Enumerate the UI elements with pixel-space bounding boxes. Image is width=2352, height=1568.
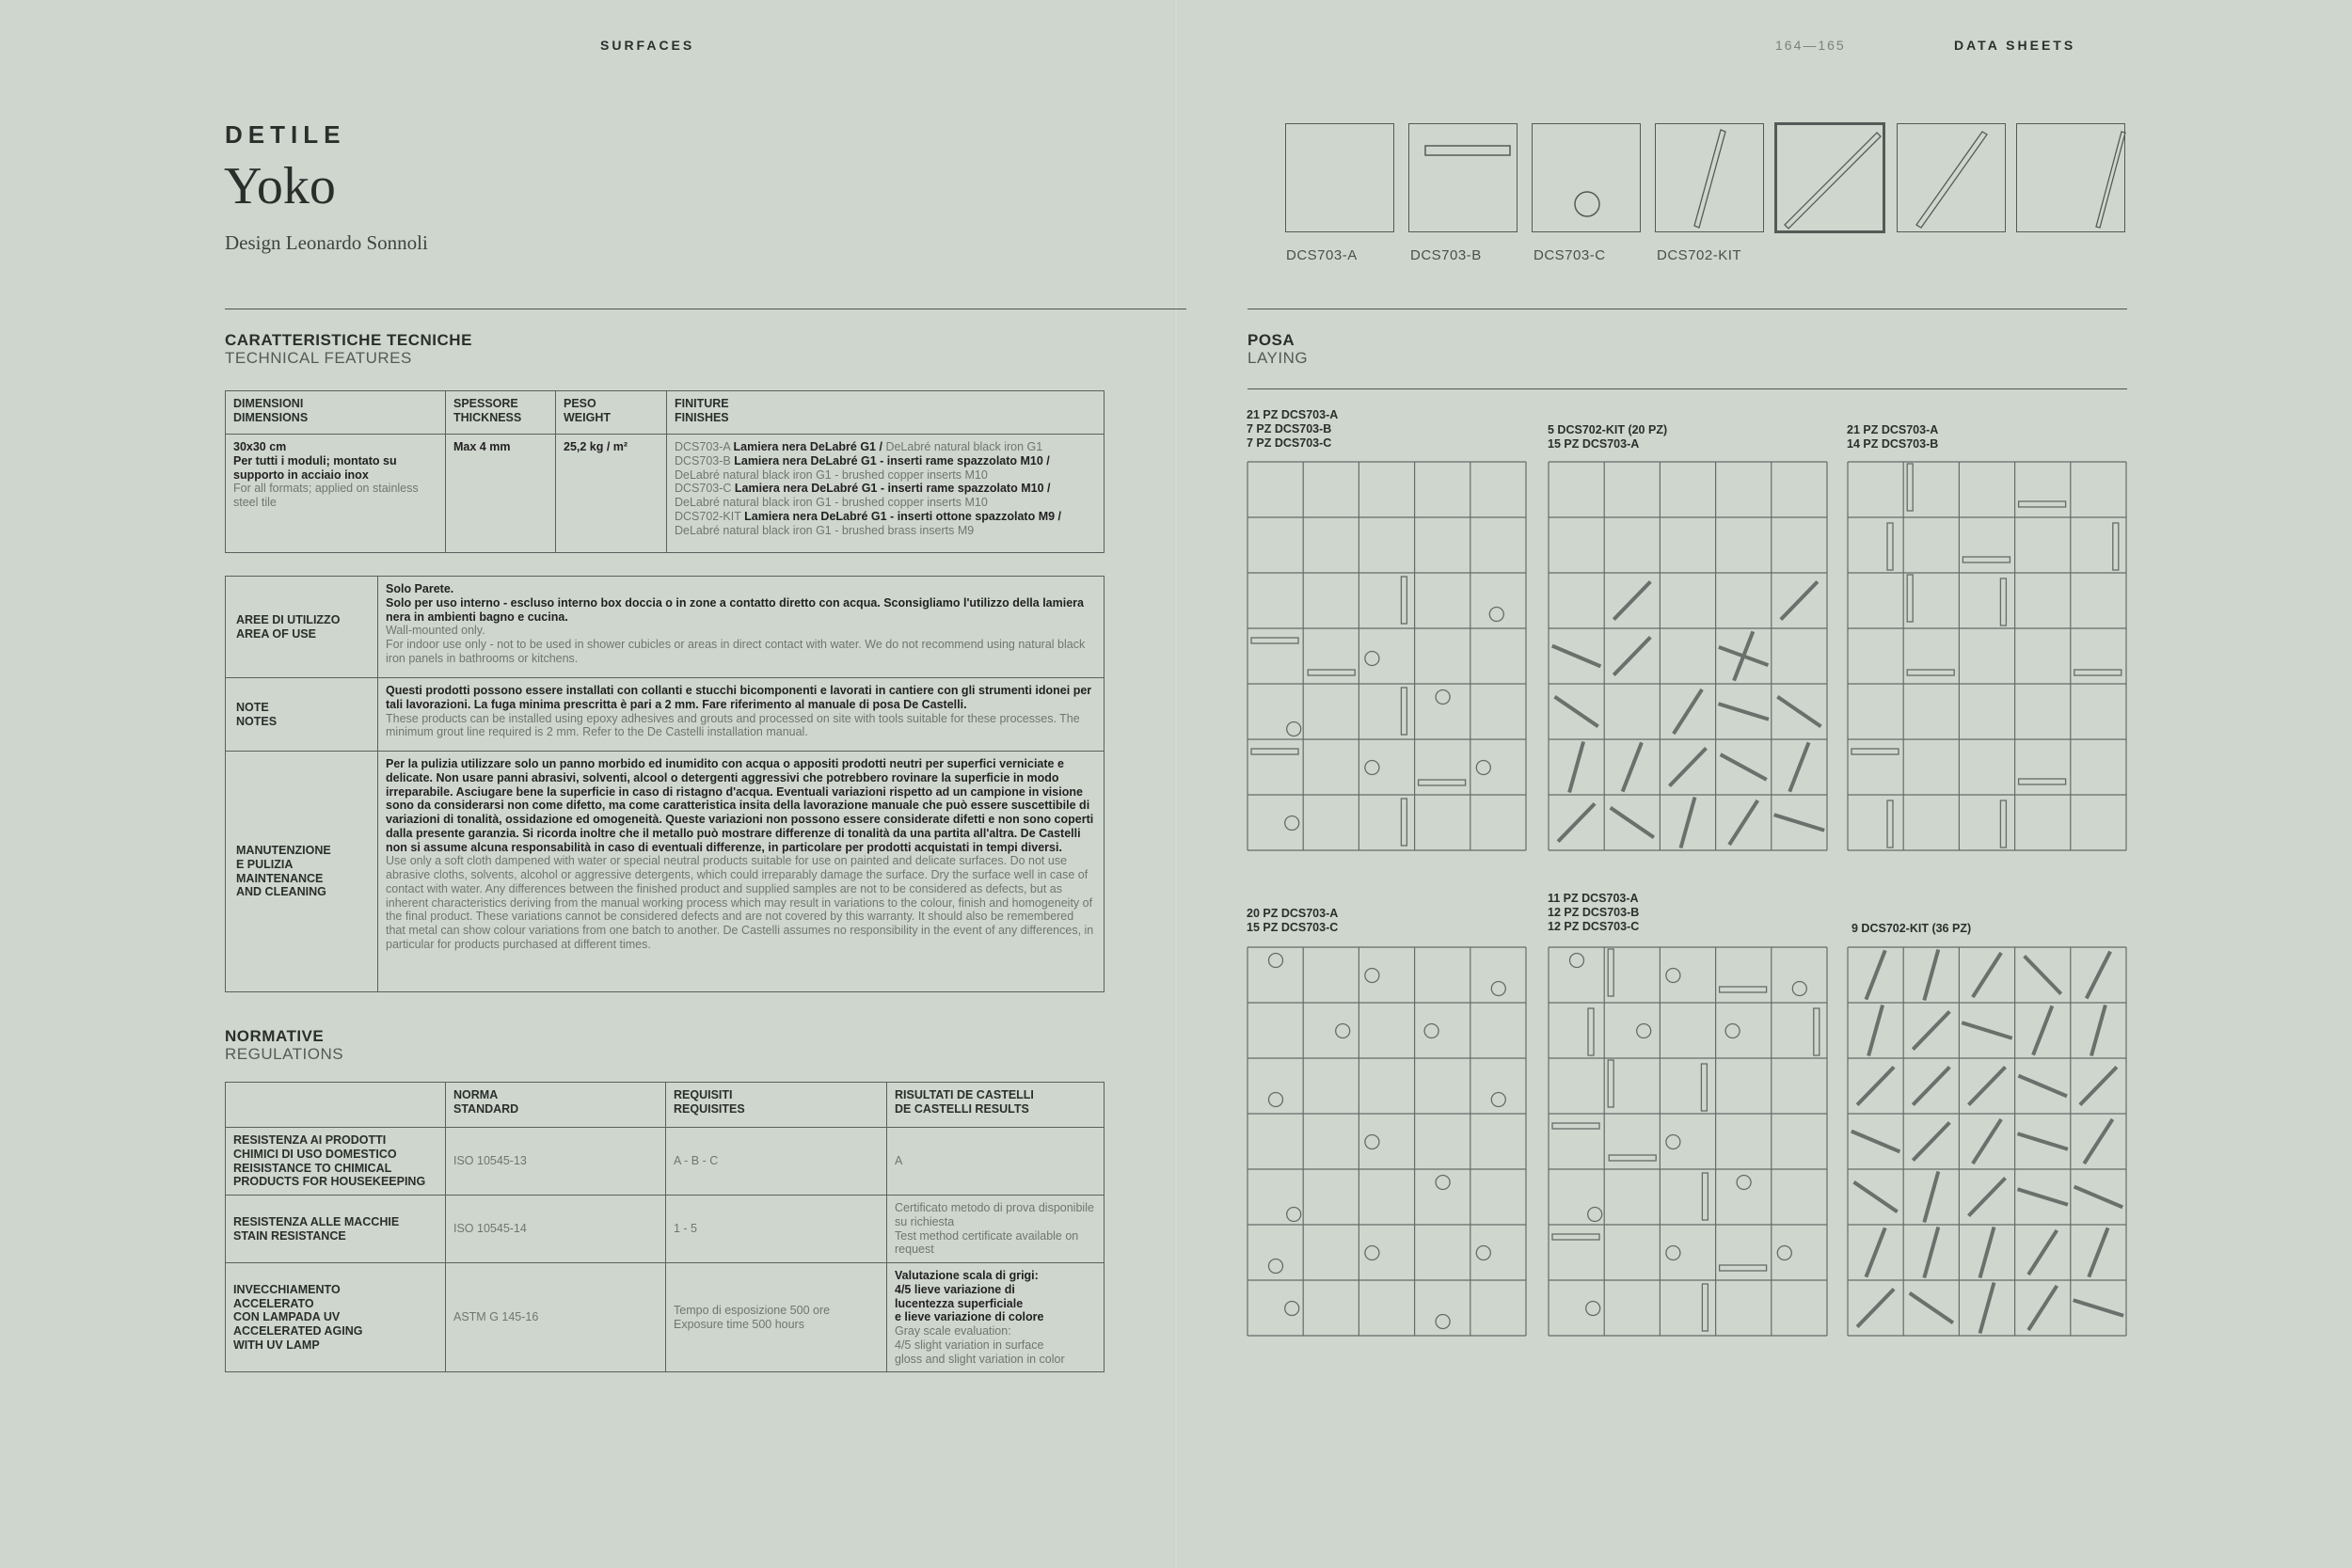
circle-insert	[1588, 1208, 1602, 1222]
bar-insert	[2000, 578, 2006, 626]
circle-insert	[1287, 1208, 1301, 1222]
bar-insert	[1608, 949, 1613, 996]
label-maintenance: MANUTENZIONE E PULIZIA MAINTENANCE AND CLEANING	[226, 752, 378, 992]
bar-insert	[1251, 749, 1298, 754]
circle-insert	[1491, 1093, 1505, 1107]
plan-4-title: 20 PZ DCS703-A 15 PZ DCS703-C	[1247, 907, 1339, 934]
bar-insert	[2019, 501, 2066, 507]
section-header-surfaces: SURFACES	[600, 38, 695, 53]
bar-insert	[1887, 523, 1893, 570]
circle-insert	[1737, 1176, 1751, 1190]
designer-credit: Design Leonardo Sonnoli	[225, 231, 428, 254]
norms-subtitle: REGULATIONS	[225, 1045, 344, 1063]
kit-insert	[1853, 1132, 1899, 1150]
kit-insert	[1675, 691, 1701, 733]
kit-insert	[1735, 633, 1753, 678]
cell-thickness: Max 4 mm	[446, 435, 556, 553]
thumb-label-a: DCS703-A	[1286, 247, 1358, 263]
laying-title: POSA	[1248, 331, 1295, 349]
th-finishes: FINITURE FINISHES	[667, 391, 1104, 435]
kit-insert	[1681, 799, 1694, 846]
bar-insert	[1907, 670, 1954, 675]
circle-insert	[1365, 1135, 1379, 1149]
cell-notes: Questi prodotti possono essere installati con collanti e stucchi bicomponenti e lavorati in cantiere con gli strumenti idonei per tali lavorazioni. La fuga minima prescritta è pari a 2 mm. Fare riferimento al manuale di posa De Castelli. These products can be installed using epoxy adhesives and grouts and processed on site with tools suitable for these processes. The minimum grout line required is 2 mm. Refer to the De Castelli installation manual.	[378, 678, 1104, 752]
norm-row-aging-req: Tempo di esposizione 500 ore Exposure time 500 hours	[666, 1263, 887, 1372]
th-requisites: REQUISITI REQUISITES	[666, 1083, 887, 1128]
kit-insert	[1867, 952, 1884, 997]
label-area-of-use: AREE DI UTILIZZO AREA OF USE	[226, 577, 378, 678]
th-empty	[226, 1083, 446, 1128]
norm-row-chemical-standard: ISO 10545-13	[446, 1128, 666, 1196]
circle-insert	[1476, 761, 1490, 775]
kit-insert	[1915, 1069, 1948, 1103]
plan-3-title: 21 PZ DCS703-A 14 PZ DCS703-B	[1847, 423, 1939, 451]
brand-name: DETILE	[225, 120, 346, 149]
kit-insert	[2075, 1301, 2122, 1315]
norm-row-chemical-label: RESISTENZA AI PRODOTTI CHIMICI DI USO DOMESTICO REISISTANCE TO CHIMICAL PRODUCTS FOR HOUSEKEEPING	[226, 1128, 446, 1196]
page-gutter	[1174, 0, 1178, 1568]
cell-dimensions: 30x30 cm Per tutti i moduli; montato su supporto in acciaio inox For all formats; applied on stainless steel tile	[226, 435, 446, 553]
bar-insert	[1401, 577, 1406, 624]
cell-maintenance: Per la pulizia utilizzare solo un panno morbido ed inumidito con acqua o appositi prodotti neutri per superfici verniciate e delicate. Non usare panni abrasivi, solventi, alcool o detergenti aggressivi che potrebbero rovinare la superficie in modo irreparabile. Asciugare bene la superficie in caso di ristagno d'acqua. Eventuali variazioni rispetto ad un campione in visione sono da considerarsi non come difetto, ma come caratteristica insita della lavorazione manuale che può essere suscettibile di variazioni di tonalità, ossidazione ed omogeneità. Queste variazioni non possono essere considerate difetti e non sono coperti dalla presente garanzia. Si ricorda inoltre che il metallo può mostrare differenze di tonalità da una partita all'altra. De Castelli non si assume alcuna responsabilità in caso di eventuali differenze, in particolare per prodotti acquistati in tempi diversi. Use only a soft cloth dampened with water or special neutral products suitable for use on painted and delicate surfaces. Do not use abrasive cloths, solvents, alcohol or aggressive detergents, which could irreparably damage the surface. Dry the surface well in case of contact with water. Any differences between the finished product and supplied samples are not to be considered as defects, but as inherent characteristics deriving from the manual working process which may result in variations to the colour, finish and homogeneity of the final product. These variations cannot be considered defects and are not covered by this warranty. It should also be remembered that metal can show colour variations from one batch to another. De Castelli assumes no responsibility in the event of any differences, in particular for products purchased at different times.	[378, 752, 1104, 992]
kit-insert	[1730, 802, 1756, 844]
kit-insert	[1623, 744, 1641, 789]
norm-row-chemical-result: A	[887, 1128, 1104, 1196]
norm-row-stain-label: RESISTENZA ALLE MACCHIE STAIN RESISTANCE	[226, 1196, 446, 1263]
kit-insert	[1867, 1229, 1884, 1275]
plan-2-title: 5 DCS702-KIT (20 PZ) 15 PZ DCS703-A	[1548, 423, 1668, 451]
info-table	[225, 576, 1104, 992]
circle-insert	[1666, 1135, 1680, 1149]
kit-insert	[1554, 646, 1599, 665]
th-thickness: SPESSORE THICKNESS	[446, 391, 556, 435]
kit-insert	[1722, 755, 1765, 779]
bar-insert	[1401, 688, 1406, 735]
norm-row-aging-label: INVECCHIAMENTO ACCELERATO CON LAMPADA UV ACCELERATED AGING WITH UV LAMP	[226, 1263, 446, 1372]
kit-insert	[1925, 1228, 1938, 1275]
kit-insert	[1869, 1006, 1883, 1053]
bar-insert	[1308, 670, 1355, 675]
circle-insert	[1365, 761, 1379, 775]
circle-insert	[1570, 954, 1584, 968]
tech-table	[225, 390, 1104, 553]
th-dimensions: DIMENSIONI DIMENSIONS	[226, 391, 446, 435]
circle-insert	[1637, 1024, 1651, 1038]
thumb-dcs703-c	[1532, 123, 1641, 232]
laying-plan-2	[1548, 461, 1828, 852]
thumb-dcs703-b	[1408, 123, 1518, 232]
circle-insert	[1287, 722, 1301, 736]
kit-insert	[1556, 698, 1597, 725]
kit-insert	[1720, 705, 1767, 719]
circle-insert	[1666, 969, 1680, 983]
thumb-label-c: DCS703-C	[1534, 247, 1606, 263]
circle-insert	[1666, 1246, 1680, 1260]
kit-insert	[1925, 1173, 1938, 1220]
circle-insert	[1792, 982, 1806, 996]
cell-area-of-use: Solo Parete. Solo per uso interno - escluso interno box doccia o in zone a contatto diretto con acqua. Sconsigliamo l'utilizzo della lamiera nera in ambienti bagno e cucina. Wall-mounted only. For indoor use only - not to be used in shower cubicles or areas in direct contact with water. We do not recommend using natural black iron panels in bathrooms or kitchens.	[378, 577, 1104, 678]
kit-insert	[1980, 1228, 1994, 1275]
kit-insert	[1570, 743, 1583, 790]
kit-insert	[1915, 1013, 1948, 1048]
laying-plan-3	[1847, 461, 2127, 852]
kit-insert	[1970, 1180, 2004, 1214]
kit-insert	[1980, 1284, 1994, 1331]
thumb-dcs702-kit-4	[2016, 123, 2125, 232]
kit-insert	[1974, 955, 2000, 996]
laying-divider	[1248, 388, 2127, 389]
circle-insert	[1586, 1302, 1600, 1316]
laying-subtitle: LAYING	[1248, 349, 1309, 367]
circle-insert	[1476, 1246, 1490, 1260]
circle-insert	[1269, 1259, 1283, 1274]
bar-insert	[1608, 1060, 1613, 1107]
kit-insert	[1925, 951, 1938, 998]
norm-row-stain-result: Certificato metodo di prova disponibile su richiesta Test method certificate available on request	[887, 1196, 1104, 1263]
kit-insert	[2029, 1232, 2056, 1274]
kit-insert	[2090, 1229, 2107, 1275]
circle-insert	[1365, 1246, 1379, 1260]
circle-insert	[1269, 954, 1283, 968]
circle-insert	[1365, 652, 1379, 666]
circle-insert	[1336, 1024, 1350, 1038]
kit-insert	[1855, 1183, 1896, 1211]
circle-insert	[1285, 1302, 1299, 1316]
norm-row-stain-standard: ISO 10545-14	[446, 1196, 666, 1263]
kit-insert	[2088, 953, 2110, 996]
bar-insert	[2074, 670, 2122, 675]
circle-insert	[1725, 1024, 1740, 1038]
product-title: Yoko	[224, 157, 336, 215]
circle-insert	[1285, 816, 1299, 831]
circle-insert	[1777, 1246, 1791, 1260]
th-standard: NORMA STANDARD	[446, 1083, 666, 1128]
laying-plan-4	[1247, 946, 1527, 1338]
circle-insert	[1491, 982, 1505, 996]
bar-insert	[1851, 749, 1899, 754]
norms-table	[225, 1082, 1104, 1372]
norm-row-stain-req: 1 - 5	[666, 1196, 887, 1263]
kit-insert	[1974, 1121, 2000, 1163]
bar-insert	[1609, 1155, 1656, 1161]
kit-insert	[1858, 1069, 1892, 1103]
label-notes: NOTE NOTES	[226, 678, 378, 752]
norm-row-aging-result: Valutazione scala di grigi: 4/5 lieve variazione di lucentezza superficiale e lieve variazione di colore Gray scale evaluation: 4/5 slight variation in surface gloss and slight variation in color	[887, 1263, 1104, 1372]
section-header-data-sheets: DATA SHEETS	[1954, 38, 2076, 53]
laying-plan-5	[1548, 946, 1828, 1338]
bar-insert	[2000, 800, 2006, 847]
th-results: RISULTATI DE CASTELLI DE CASTELLI RESULTS	[887, 1083, 1104, 1128]
kit-insert	[1858, 1291, 1892, 1325]
kit-insert	[1779, 698, 1820, 725]
thumb-dcs703-a	[1285, 123, 1394, 232]
bar-insert	[1907, 575, 1913, 622]
kit-insert	[1963, 1023, 2010, 1037]
cell-finishes: DCS703-A Lamiera nera DeLabré G1 / DeLabré natural black iron G1 DCS703-B Lamiera nera DeLabré G1 - inserti rame spazzolato M10 / DeLabré natural black iron G1 - brushed copper inserts M10 DCS703-C Lamiera nera DeLabré G1 - inserti rame spazzolato M10 / DeLabré natural black iron G1 - brushed copper inserts M10 DCS702-KIT Lamiera nera DeLabré G1 - inserti ottone spazzolato M9 / DeLabré natural black iron G1 - brushed brass inserts M9	[667, 435, 1104, 553]
page-numbers: 164—165	[1775, 38, 1846, 53]
kit-insert	[1911, 1294, 1951, 1322]
bar-insert	[1720, 987, 1767, 992]
bar-insert	[1419, 780, 1466, 785]
norms-title: NORMATIVE	[225, 1027, 325, 1045]
th-weight: PESO WEIGHT	[556, 391, 667, 435]
kit-insert	[2029, 1288, 2056, 1329]
kit-insert	[2034, 1007, 2052, 1053]
circle-insert	[1436, 690, 1450, 705]
kit-insert	[1559, 805, 1593, 840]
kit-insert	[2085, 1121, 2111, 1163]
kit-insert	[1615, 583, 1649, 618]
bar-insert	[1887, 800, 1893, 847]
bar-insert	[1701, 1064, 1707, 1111]
bar-insert	[1702, 1284, 1708, 1331]
plan-6-title: 9 DCS702-KIT (36 PZ)	[1851, 922, 1972, 935]
bar-insert	[1588, 1008, 1594, 1055]
norm-row-aging-standard: ASTM G 145-16	[446, 1263, 666, 1372]
bar-insert	[1702, 1173, 1708, 1220]
kit-insert	[1612, 809, 1652, 836]
bar-insert	[1814, 1008, 1820, 1055]
circle-insert	[1436, 1315, 1450, 1329]
tech-title: CARATTERISTICHE TECNICHE	[225, 331, 472, 349]
tech-subtitle: TECHNICAL FEATURES	[225, 349, 412, 367]
circle-insert	[1365, 969, 1379, 983]
kit-insert	[1615, 639, 1649, 673]
kit-insert	[1671, 750, 1705, 784]
circle-insert	[1424, 1024, 1438, 1038]
kit-insert	[2075, 1187, 2121, 1206]
thumb-dcs702-kit-1	[1655, 123, 1764, 232]
circle-insert	[1436, 1176, 1450, 1190]
thumb-dcs702-kit-3	[1897, 123, 2006, 232]
bar-insert	[2019, 779, 2066, 784]
laying-plan-1	[1247, 461, 1527, 852]
bar-insert	[1401, 799, 1406, 846]
plan-5-title: 11 PZ DCS703-A 12 PZ DCS703-B 12 PZ DCS703-C	[1548, 892, 1640, 933]
bar-insert	[1552, 1234, 1599, 1240]
kit-insert	[1915, 1124, 1948, 1159]
kit-insert	[1970, 1069, 2004, 1103]
kit-insert	[2091, 1006, 2105, 1053]
thumb-label-b: DCS703-B	[1410, 247, 1482, 263]
bar-insert	[1963, 557, 2010, 562]
kit-insert	[1782, 583, 1816, 618]
circle-insert	[1269, 1093, 1283, 1107]
cell-weight: 25,2 kg / m²	[556, 435, 667, 553]
bar-insert	[1907, 464, 1913, 511]
kit-insert	[1776, 816, 1823, 830]
plan-1-title: 21 PZ DCS703-A 7 PZ DCS703-B 7 PZ DCS703-C	[1247, 408, 1339, 450]
thumb-dcs702-kit-2	[1775, 123, 1884, 232]
bar-insert	[1720, 1265, 1767, 1271]
norm-row-chemical-req: A - B - C	[666, 1128, 887, 1196]
kit-insert	[2019, 1190, 2066, 1204]
bar-insert	[1552, 1123, 1599, 1129]
kit-insert	[1790, 744, 1808, 789]
kit-insert	[2019, 1134, 2066, 1148]
circle-insert	[1489, 608, 1503, 622]
kit-insert	[2020, 1076, 2065, 1095]
bar-insert	[1251, 638, 1298, 643]
kit-insert	[2081, 1069, 2115, 1103]
bar-insert	[2113, 523, 2119, 570]
laying-plan-6	[1847, 946, 2127, 1338]
thumb-label-kit: DCS702-KIT	[1657, 247, 1742, 263]
kit-insert	[2026, 958, 2059, 992]
